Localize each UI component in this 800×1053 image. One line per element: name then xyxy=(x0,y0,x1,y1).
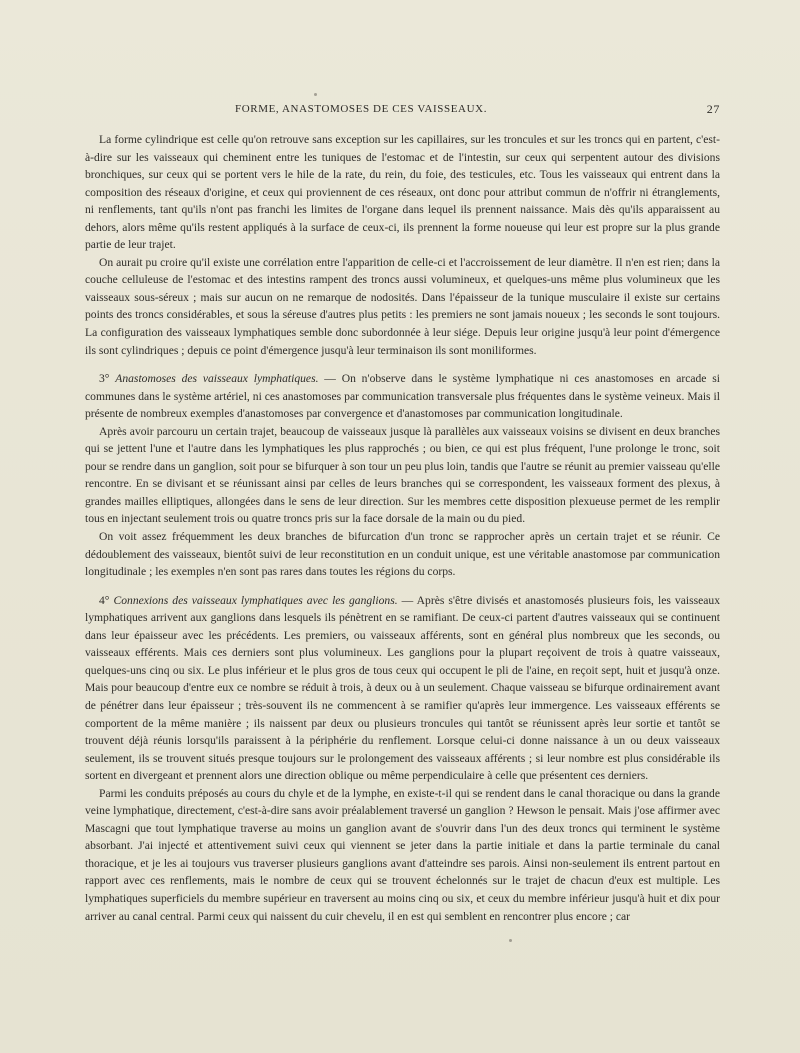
paragraph-text: Parmi les conduits préposés au cours du chyle et de la lymphe, en existe-t-il qui se rendent dans le canal thoracique ou dans la grande veine lymphatique, directement, c'est-à-dire sans avoir préalablement traversé un ganglion ? Hewson le pensait. Mais j'ose affirmer avec Mascagni que tout lymphatique traverse au moins un ganglion avant de s'ouvrir dans l'un des deux troncs qui terminent le système absorbant. J'ai injecté et attentivement suivi ceux qui viennent se jeter dans la partie initiale et dans la partie terminale du canal thoracique, et je les ai toujours vus traverser plusieurs ganglions avant d'atteindre ses parois. Ainsi non-seulement ils entrent partout en rapport avec ces renflements, mais le nombre de ceux qui se trouvent échelonnés sur le trajet de chacun d'eux est multiple. Les lymphatiques superficiels du membre supérieur en traversent au moins cinq ou six, et ceux du membre inférieur jusqu'à huit et dix pour arriver au canal central. Parmi ceux qui naissent du cuir chevelu, il en est qui semblent en rencontrer plus encore ; car xyxy=(85,786,720,923)
paragraph-plexus xyxy=(85,423,720,528)
section-anastomoses xyxy=(85,370,720,423)
paragraph-text: On voit assez fréquemment les deux branches de bifurcation d'un tronc se rapprocher après un certain trajet et se réunir. Ce dédoublement des vaisseaux, bientôt suivi de leur reconstitution en un conduit unique, est une véritable anastomose par communication longitudinale ; les exemples n'en sont pas rares dans toutes les régions du corps. xyxy=(85,530,720,579)
page-number: 27 xyxy=(706,102,720,116)
paragraph-text: Après avoir parcouru un certain trajet, beaucoup de vaisseaux jusque là parallèles aux vaisseaux voisins se divisent en deux branches qui se jettent l'une et l'autre dans les lymphatiques les plus rapprochés ; ou bien, ce qui est plus fréquent, l'une prolonge le tronc, soit pour se rendre dans un ganglion, soit pour se bifurquer à son tour un peu plus loin, tandis que l'autre se réunit au premier vaisseau qu'elle rencontre. En se divisant et se réunissant ainsi par celles de leurs branches qui se correspondent, les vaisseaux forment des plexus, à grandes mailles elliptiques, allongées dans le sens de leur direction. Sur les membres cette disposition plexueuse permet de les remplir tous en injectant seulement trois ou quatre troncs pris sur la face dorsale de la main ou du pied. xyxy=(85,424,720,526)
section-heading: Connexions des vaisseaux lymphatiques avec les ganglions. xyxy=(113,593,398,607)
paragraph-correlation xyxy=(85,254,720,359)
section-number: 4° xyxy=(99,593,110,607)
section-heading: Anastomoses des vaisseaux lymphatiques. xyxy=(115,372,319,386)
paragraph-cylindrical-form xyxy=(85,131,720,254)
print-speck xyxy=(314,93,317,96)
section-connexions xyxy=(85,592,720,785)
section-number: 3° xyxy=(99,372,110,386)
print-speck xyxy=(509,939,512,942)
running-head: FORME, ANASTOMOSES DE CES VAISSEAUX. xyxy=(235,103,488,115)
paragraph-thoracic-canal xyxy=(85,785,720,925)
paragraph-text: La forme cylindrique est celle qu'on retrouve sans exception sur les capillaires, sur les troncules et sur les troncs qui en partent, c'est-à-dire sur les vaisseaux qui cheminent entre les tuniques de l'estomac et de l'intestin, sur ceux qui serpentent autour des divisions bronchiques, sur ceux qui se portent vers le hile de la rate, du rein, du foie, des testicules, etc. Tous les vaisseaux qui entrent dans la composition des réseaux d'origine, et ceux qui proviennent de ces réseaux, ont donc pour attribut commun de n'offrir ni étranglements, ni renflements, tant qu'ils n'ont pas franchi les limites de l'organe dans lequel ils prennent naissance. Mais dès qu'ils apparaissent au dehors, alors même qu'ils restent appliqués à la surface de ceux-ci, ils prennent la forme noueuse qui leur est propre sur la plus grande partie de leur trajet. xyxy=(85,133,720,252)
paragraph-text: — On n'observe dans le système lymphatique ni ces anastomoses en arcade si communes dans le système artériel, ni ces anastomoses par communication transversale plus fréquentes dans le système veineux. Mais il présente de nombreux exemples d'anastomoses par convergence et d'anastomoses par communication longitudinale. xyxy=(85,372,720,421)
paragraph-longitudinal xyxy=(85,528,720,581)
page-content xyxy=(85,101,720,925)
paragraph-text: On aurait pu croire qu'il existe une corrélation entre l'apparition de celle-ci et l'accroissement de leur diamètre. Il n'en est rien; dans la couche celluleuse de l'estomac et des intestins rampent des troncs aussi volumineux, et quelques-uns même plus volumineux que les vaisseaux sous-séreux ; mais sur aucun on ne remarque de nodosités. Dans l'épaisseur de la tunique musculaire il existe sur certains points des troncs considérables, et sous la séreuse d'autres plus petits : les premiers ne sont jamais noueux ; les seconds le sont toujours. La configuration des vaisseaux lymphatiques semble donc subordonnée à leur siége. Depuis leur origine jusqu'à leur point d'émergence ils sont cylindriques ; depuis ce point d'émergence jusqu'à leur terminaison ils sont moniliformes. xyxy=(85,255,720,357)
page-header xyxy=(85,101,720,118)
paragraph-text: — Après s'être divisés et anastomosés plusieurs fois, les vaisseaux lymphatiques arrivent aux ganglions dans lesquels ils pénètrent en se ramifiant. De ceux-ci partent d'autres vaisseaux qui se continuent dans leur épaisseur avec les précédents. Les premiers, ou vaisseaux afférents, sont en général plus nombreux que les seconds, ou vaisseaux efférents. Mais ces derniers sont plus volumineux. Les ganglions pour la plupart reçoivent de trois à quatre vaisseaux, quelques-uns cinq ou six. Le plus inférieur et le plus gros de tous ceux qui occupent le pli de l'aine, en reçoit sept, huit et jusqu'à onze. Mais pour beaucoup d'entre eux ce nombre se réduit à trois, à deux ou à un seulement. Chaque vaisseau se bifurque ordinairement avant de pénétrer dans leur épaisseur ; très-souvent ils ne commencent à se ramifier qu'après leur immergence. Les vaisseaux efférents se comportent de la même manière ; ils naissent par deux ou plusieurs troncules qui tantôt se réunissent après leur sortie et tantôt se trouvent déjà réunis lorsqu'ils paraissent à la périphérie du renflement. Lorsque celui-ci donne naissance à un ou deux vaisseaux seulement, ils se trouvent situés presque toujours sur le prolongement des vaisseaux afférents ; si leur nombre est plus considérable ils sortent en divergeant et prennent alors une direction oblique ou même perpendiculaire à celle que présentent ces derniers. xyxy=(85,593,720,783)
